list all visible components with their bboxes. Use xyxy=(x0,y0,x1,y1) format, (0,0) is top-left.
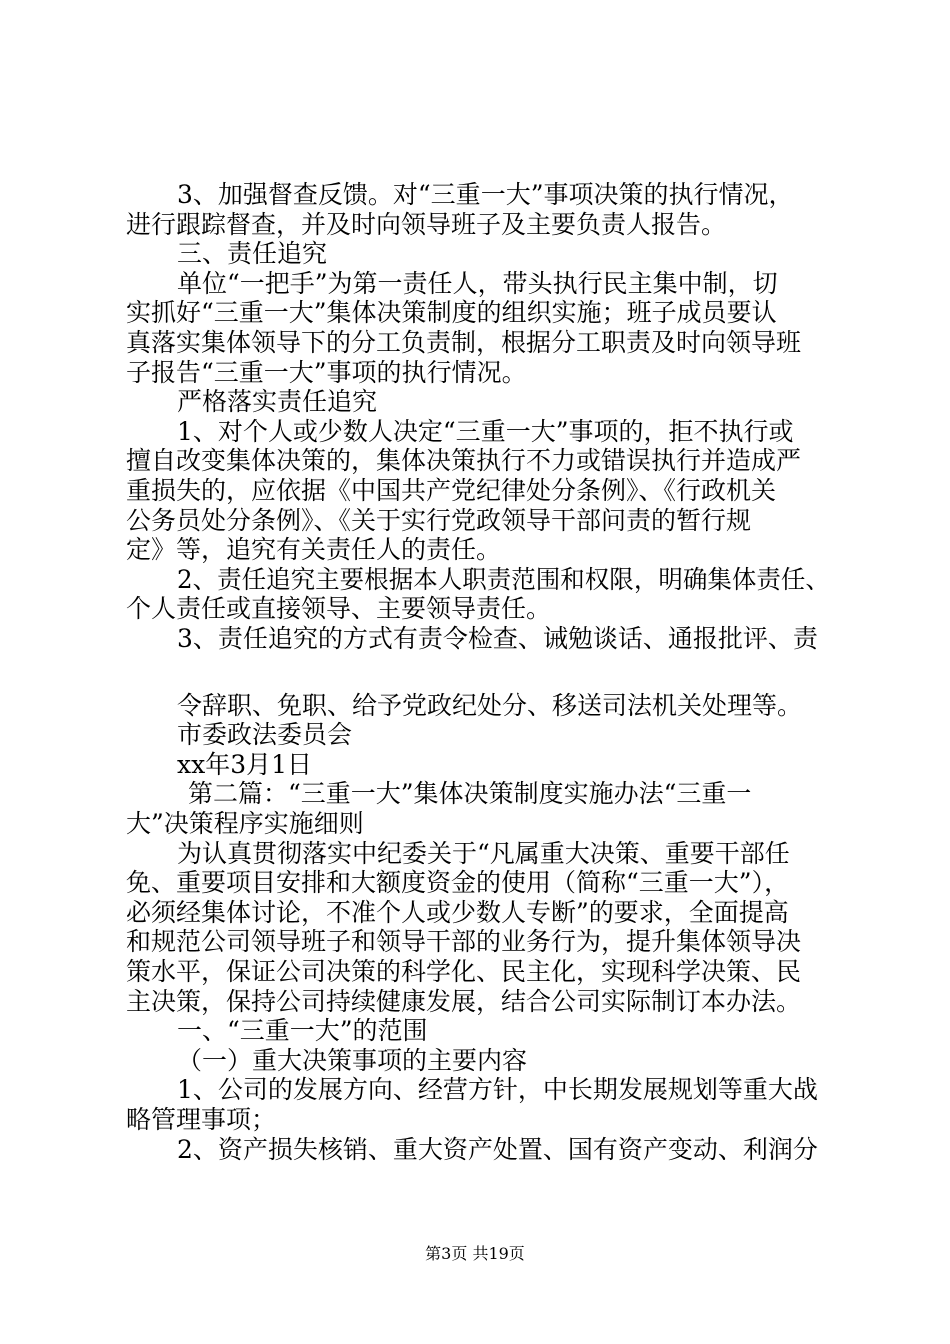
chapter-title: 第二篇：“三重一大”集体决策制度实施办法“三重一 xyxy=(188,779,752,808)
paragraph-line: 真落实集体领导下的分工负责制，根据分工职责及时向领导班 xyxy=(126,328,802,357)
paragraph-line: 3、加强督查反馈。对“三重一大”事项决策的执行情况， xyxy=(177,180,794,209)
signature-date: xx年3月1日 xyxy=(177,750,313,779)
paragraph-line: 策水平，保证公司决策的科学化、民主化，实现科学决策、民 xyxy=(126,957,802,986)
paragraph-line: 1、公司的发展方向、经营方针，中长期发展规划等重大战 xyxy=(177,1075,818,1104)
section-heading: （一）重大决策事项的主要内容 xyxy=(177,1046,528,1075)
section-heading: 严格落实责任追究 xyxy=(177,387,378,416)
section-heading: 一、“三重一大”的范围 xyxy=(177,1016,428,1045)
paragraph-line: 擅自改变集体决策的，集体决策执行不力或错误执行并造成严 xyxy=(126,446,802,475)
paragraph-line: 略管理事项； xyxy=(126,1105,277,1134)
paragraph-line: 为认真贯彻落实中纪委关于“凡属重大决策、重要干部任 xyxy=(177,839,790,868)
paragraph-line: 定》等，追究有关责任人的责任。 xyxy=(126,535,502,564)
chapter-title: 大”决策程序实施细则 xyxy=(126,809,364,838)
paragraph-line: 免、重要项目安排和大额度资金的使用（简称“三重一大”）， xyxy=(126,868,790,897)
paragraph-line: 重损失的，应依据《中国共产党纪律处分条例》、《行政机关 xyxy=(126,476,777,505)
paragraph-line: 2、资产损失核销、重大资产处置、国有资产变动、利润分 xyxy=(177,1135,818,1164)
paragraph-line: 子报告“三重一大”事项的执行情况。 xyxy=(126,358,527,387)
paragraph-line: 公务员处分条例》、《关于实行党政领导干部问责的暂行规 xyxy=(126,506,752,535)
paragraph-line: 个人责任或直接领导、主要领导责任。 xyxy=(126,594,552,623)
paragraph-line: 必须经集体讨论，不准个人或少数人专断”的要求，全面提高 xyxy=(126,898,789,927)
signature-organization: 市委政法委员会 xyxy=(177,720,353,749)
paragraph-line: 进行跟踪督查，并及时向领导班子及主要负责人报告。 xyxy=(126,210,727,239)
paragraph-line: 3、责任追究的方式有责令检查、诫勉谈话、通报批评、责 xyxy=(177,624,818,653)
section-heading: 三、责任追究 xyxy=(177,239,328,268)
paragraph-line: 1、对个人或少数人决定“三重一大”事项的，拒不执行或 xyxy=(177,417,794,446)
paragraph-line: 单位“一把手”为第一责任人，带头执行民主集中制，切 xyxy=(177,269,778,298)
paragraph-line: 实抓好“三重一大”集体决策制度的组织实施；班子成员要认 xyxy=(126,298,777,327)
paragraph-line: 2、责任追究主要根据本人职责范围和权限，明确集体责任、 xyxy=(177,565,830,594)
page-footer: 第3页 共19页 xyxy=(425,1244,525,1263)
paragraph-line: 令辞职、免职、给予党政纪处分、移送司法机关处理等。 xyxy=(177,691,803,720)
paragraph-line: 和规范公司领导班子和领导干部的业务行为，提升集体领导决 xyxy=(126,927,802,956)
paragraph-line: 主决策，保持公司持续健康发展，结合公司实际制订本办法。 xyxy=(126,987,802,1016)
